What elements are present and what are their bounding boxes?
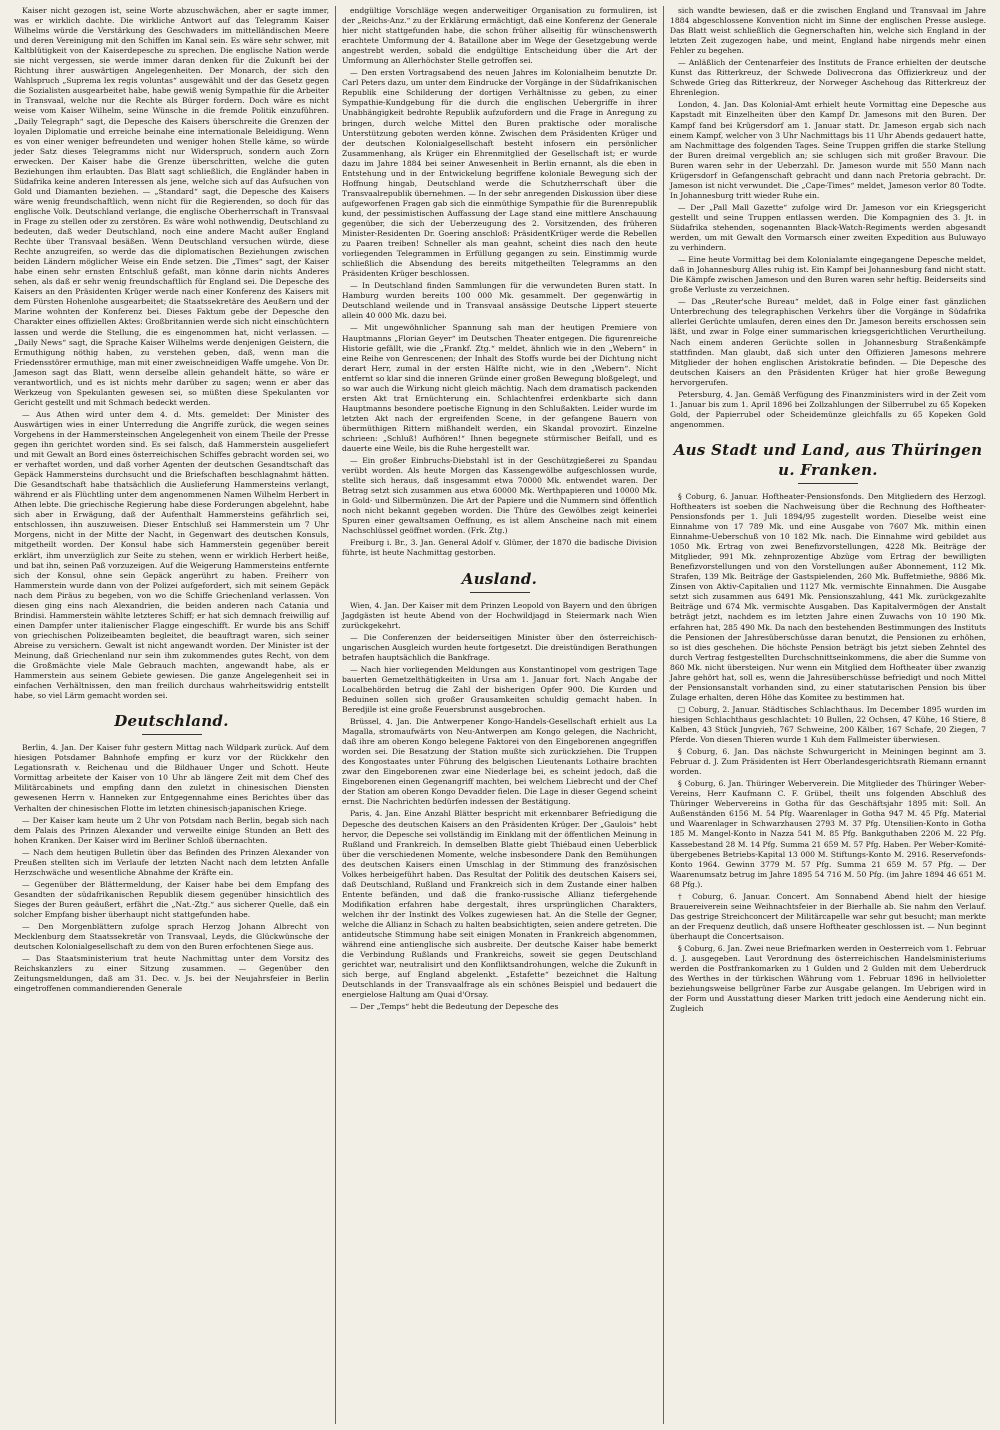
section-heading: Aus Stadt und Land, aus Thüringen u. Franken. bbox=[670, 440, 986, 484]
article-paragraph: Wien, 4. Jan. Der Kaiser mit dem Prinzen Leopold von Bayern und den übrigen Jagdgästen ist heute Abend von der Hochwildjagd in Steiermark nach Wien zurückgekehrt. bbox=[342, 600, 657, 630]
article-paragraph: — Der „Pall Mall Gazette“ zufolge wird Dr. Jameson vor ein Kriegsgericht gestellt und seine Truppen entlassen werden. Die Kompagnien des 3. Jt. in Südafrika stehenden, sogenannten Black-Watch-Regiments werden abgesandt werden, um mit Gewalt den Vormarsch einer zweiten Expedition aus Buluwayo zu verhindern. bbox=[670, 202, 986, 253]
article-paragraph: London, 4. Jan. Das Kolonial-Amt erhielt heute Vormittag eine Depesche aus Kapstadt mit Einzelheiten über den Kampf Dr. Jamesons mit den Buren. Der Kampf fand bei Krügersdorf am 1. Januar statt. Dr. Jameson ergab sich nach einem Kampf, welcher von 3 Uhr Nachmittags bis 11 Uhr Abends gedauert hatte, am Nachmittage des folgenden Tages. Seine Truppen griffen die starke Stellung der Buren dreimal vergeblich an; sie schlugen sich mit großer Bravour. Die Buren waren sehr in der Ueberzahl. Dr. Jameson wurde mit 550 Mann nach Krügersdorf in Gefangenschaft gebracht und dann nach Pretoria gebracht. Dr. Jameson ist nicht verwundet. Die „Cape-Times“ meldet, Jameson verlor 80 Todte. In Johannesburg tritt wieder Ruhe ein. bbox=[670, 100, 986, 200]
article-paragraph: — Der „Temps“ hebt die Bedeutung der Depesche des bbox=[350, 1002, 559, 1012]
article-paragraph: Brüssel, 4. Jan. Die Antwerpener Kongo-Handels-Gesellschaft erhielt aus La Magalla, stromaufwärts von Neu-Antwerpen am Kongo gelegen, die Nachricht, daß ihre am oberen Kongo belegene Faktorei von den Eingeborenen angegriffen worden sei. Die Besatzung der Station mußte sich zurückziehen. Die Truppen des Kongostaates unter Führung des belgischen Lieutenants Lothaire brachten zwar den Eingeborenen zwar eine Niederlage bei, es scheint jedoch, daß die Eingeborenen einen Gegenangriff machten, bei welchem Liebrecht und der Chef der Station am oberen Kongo Devadder fielen. Die Lage in dieser Gegend scheint ernst. Die Nachrichten bedürfen indessen der Bestätigung. bbox=[342, 717, 657, 807]
article-paragraph: — Mit ungewöhnlicher Spannung sah man der heutigen Premiere von Hauptmanns „Florian Geyer“ im Deutschen Theater entgegen. Die figurenreiche Historie gefällt, wie die „Frankf. Ztg.“ meldet, ähnlich wie in den „Webern“ in eine Reihe von Genrescenen; der Inhalt des Stoffs wurde bei der Dichtung nicht derart Herr, zumal in der ersten Hälfte nicht, wie in den „Webern“. Nicht entfernt so klar sind die inneren Gründe einer großen Bewegung bloßgelegt, und so war auch die Wirkung nicht gleich mächtig. Nach dem dramatisch packenden ersten Akt trat Ernüchterung ein. Schlachtenfrei erdenkbarte sich dann Hauptmanns besondere poetische Eignung in den Schlußakten. Leider wurde im letzten Akt nach der ergreifenden Scene, in der gefangene Bauern von übermüthigen Rittern mißhandelt werden, ein Skandal provozirt. Einzelne schrieen: „Schluß! Aufhören!“ Ihnen begegnete stürmischer Beifall, und es dauerte eine Weile, bis die Ruhe hergestellt war. bbox=[342, 323, 657, 454]
column-right bbox=[664, 6, 992, 1424]
column-left bbox=[8, 6, 336, 1424]
article-paragraph: □ Coburg, 2. Januar. Städtisches Schlachthaus. Im December 1895 wurden im hiesigen Schlachthaus geschlachtet: 10 Bullen, 22 Ochsen, 47 Kühe, 16 Stiere, 8 Kalben, 43 Stück Jungvieh, 767 Schweine, 200 Kälber, 167 Schafe, 20 Ziegen, 7 Pferde. Von diesen Thieren wurde 1 Kuh dem Fallmeister überwiesen. bbox=[670, 704, 986, 745]
article-paragraph: — Den Morgenblättern zufolge sprach Herzog Johann Albrecht von Mecklenburg dem Staatssekretär von Transvaal, Leyds, die Glückwünsche der deutschen Kolonialgesellschaft zu dem von den Buren erfochtenen Siege aus. bbox=[14, 922, 329, 952]
article-paragraph: — Gegenüber der Blättermeldung, der Kaiser habe bei dem Empfang des Gesandten der südafrikanischen Republik diesem gegenüber hinsichtlich des Sieges der Buren geäußert, erfährt die „Nat.-Ztg.“ aus sicherer Quelle, daß ein solcher Empfang bisher überhaupt nicht stattgefunden habe. bbox=[14, 879, 329, 919]
article-paragraph: — Die Conferenzen der beiderseitigen Minister über den österreichisch-ungarischen Ausgleich wurden heute fortgesetzt. Die dreistündigen Berathungen betrafen hauptsächlich die Bankfrage. bbox=[342, 632, 657, 662]
article-paragraph: † Coburg, 6. Januar. Concert. Am Sonnabend Abend hielt der hiesige Brauereiverein seine Weihnachtsfeier in der Bierhalle ab. Sie nahm den Verlauf. Das gestrige Streichconcert der Militärcapelle war sehr gut besucht; man merkte an der Frequenz deutlich, daß unsere Hoftheater geschlossen ist. — Nun beginnt überhaupt die Concertsaison. bbox=[670, 891, 986, 941]
article-paragraph: — Ein großer Einbruchs-Diebstahl ist in der Geschützgießerei zu Spandau verübt worden. Als heute Morgen das Kassengewölbe aufgeschlossen wurde, stellte sich heraus, daß insgesammt etwa 70000 Mk. entwendet waren. Der Betrag setzt sich zusammen aus etwa 60000 Mk. Werthpapieren und 10000 Mk. in Gold- und Silbermünzen. Die Art der Papiere und die Nummern sind öffentlich noch nicht bekannt gegeben worden. Die Thüre des Gewölbes zeigt keinerlei Spuren einer gewaltsamen Oeffnung, es ist allem Anscheine nach mit einem Nachschlüssel geöffnet worden. (Frk. Ztg.) bbox=[342, 456, 657, 536]
section-heading: Ausland. bbox=[342, 569, 657, 593]
article-paragraph: § Coburg, 6. Jan. Das nächste Schwurgericht in Meiningen beginnt am 3. Februar d. J. Zum Präsidenten ist Herr Oberlandesgerichtsrath Riemann ernannt worden. bbox=[670, 747, 986, 777]
article-paragraph: Freiburg i. Br., 3. Jan. General Adolf v. Glümer, der 1870 die badische Division führte, ist heute Nachmittag gestorben. bbox=[342, 538, 657, 558]
article-paragraph: Kaiser nicht gezogen ist, seine Worte abzuschwächen, aber er sagte immer, was er wirklich dachte. Die wirkliche Antwort auf das Telegramm Kaiser Wilhelms würde die Verstärkung des Geschwaders im mittelländischen Meere und deren Vereinigung mit den Schiffen im Kanal sein. Es wäre sehr schwer, mit Kaltblütigkeit von der Kaiserdepesche zu sprechen. Die englische Nation werde sie nicht vergessen, sie werde immer daran denken für die Zukunft bei der Richtung ihrer auswärtigen Angelegenheiten. Der Monarch, der sich den Wahlspruch „Suprema lex regis voluntas“ ausgewählt und der das Gesetz gegen die Sozialisten ausgearbeitet habe, habe gewiß wenig Sympathie für die Arbeiter in Transvaal, welche nur die Rechte als Bürger fordern. Doch wäre es nicht weise vom Kaiser Wilhelm, seine Wünsche in die fremde Politik einzuführen. „Daily Telegraph“ sagt, die Depesche des Kaisers überschreite die Grenzen der loyalen Diplomatie und erreiche beinahe eine internationale Beleidigung. Wenn es von einer weniger befreundeten und weniger hohen Stelle käme, so würde jeder Satz dieses Telegramms nicht nur Widerspruch, sondern auch Zorn erwecken. Der Kaiser habe die Grenze überschritten, welche die guten Beziehungen ihm erlaubten. Das Blatt sagt schließlich, die Engländer haben in Südafrika keine anderen Interessen als jene, welche sich auf das Aufsuchen von Gold und Diamanten beziehen. — „Standard“ sagt, die Depesche des Kaisers wäre wenig freundschaftlich, wenn nicht für die Regierenden, so doch für das englische Volk. Deutschland verlange, die englische Oberherrschaft in Transvaal in Frage zu stellen oder zu zerstören. Es wäre wohl nothwendig, Deutschland zu bedeuten, daß weder Deutschland, noch eine andere Macht außer England Rechte über Transvaal besäßen. Wenn Deutschland versuchen würde, diese Rechte anzugreifen, so werde das die diplomatischen Beziehungen zwischen beiden Ländern möglicher Weise ein Ende setzen. Die „Times“ sagt, der Kaiser habe einen sehr ernsten Entschluß gefaßt, man könne darin nichts Anderes sehen, als daß er sehr wenig freundschaftlich für England sei. Die Depesche des Kaisers an den Präsidenten Krüger werde nach einer Konferenz des Kaisers mit dem Fürsten Hohenlohe ausgearbeitet; die Staatssekretäre des Aeußern und der Marine wohnten der Konferenz bei. Dieses Faktum gebe der Depesche den Charakter eines offiziellen Aktes: Großbritannien werde sich nicht einschüchtern lassen und werde die Stellung, die es eingenommen hat, nicht verlassen. — „Daily News“ sagt, die Sprache Kaiser Wilhelms werde denjenigen Geistern, die Ermuthigung nöthig haben, zu verstehen geben, daß, wenn man die Friedensstörer ermuthige, man mit einer zweischneidigen Waffe umgehe. Von Dr. Jameson sagt das Blatt, wenn derselbe allein gehandelt hätte, so wäre er verantwortlich, und es ist nichts mehr darüber zu sagen; wenn er aber das Werkzeug von Spekulanten gewesen sei, so müßten diese Spekulanten vor Gericht gestellt und mit Schmach bedeckt werden. bbox=[14, 6, 329, 407]
article-paragraph: Paris, 4. Jan. Eine Anzahl Blätter bespricht mit erkennbarer Befriedigung die Depesche des deutschen Kaisers an den Präsidenten Krüger. Der „Gaulois“ hebt hervor, die Depesche sei vollständig im Einklang mit der öffentlichen Meinung in Rußland und Frankreich. In demselben Blatte giebt Thiébaud einen Ueberblick über die verschiedenen Momente, welche insbesondere Dank den Bemühungen des deutschen Kaisers einen Umschlag in der Stimmung des französischen Volkes herbeigeführt haben. Das Resultat der Politik des deutschen Kaisers sei, daß Deutschland, Rußland und Frankreich sich in dem Zustande einer halben Entente befänden, und daß die franko-russische Allianz tiefergehende Modifikation erfahren habe dergestalt, ihres ursprünglichen Charakters, welchen ihr der Instinkt des Volkes zugewiesen hat. An die Stelle der Gegner, welche die Allianz in Schach zu halten beabsichtigten, seien andere getreten. Die antideutsche Stimmung habe seit einigen Monaten in Frankreich abgenommen, während eine antienglische sich ausbreite. Der deutsche Kaiser habe bemerkt die Verbindung Rußlands und Frankreichs, soweit sie gegen Deutschland gerichtet war, neutralisirt und den Konfliktsandrohungen, welche die Zukunft in sich berge, auf England abgelenkt. „Estafette“ bezeichnet die Haltung Deutschlands in der Transvaalfrage als ein schönes Beispiel und bedauert die energielose Haltung am Quai d'Orsay. bbox=[342, 809, 657, 1000]
article-paragraph: — Eine heute Vormittag bei dem Kolonialamte eingegangene Depesche meldet, daß in Johannesburg Alles ruhig ist. Ein Kampf bei Johannesburg fand nicht statt. Die Kämpfe zwischen Jameson und den Buren waren sehr heftig. Beiderseits sind große Verluste zu verzeichnen. bbox=[670, 255, 986, 295]
article-paragraph: — Nach hier vorliegenden Meldungen aus Konstantinopel vom gestrigen Tage bauerten Gemetzelthätigkeiten in Ursa am 1. Januar fort. Nach Angabe der Localbehörden betrug die Zahl der bisherigen Opfer 900. Die Kurden und Beduinen sollen sich großer Grausamkeiten schuldig gemacht haben. In Beredjile ist eine große Feuersbrunst ausgebrochen. bbox=[342, 664, 657, 714]
article-paragraph: § Coburg, 6. Januar. Hoftheater-Pensionsfonds. Den Mitgliedern des Herzogl. Hoftheaters ist soeben die Nachweisung über die Rechnung des Hoftheater-Pensionsfonds per 1. Juli 1894/95 zugestellt worden. Dieselbe weist eine Einnahme von 17 789 Mk. und eine Ausgabe von 7607 Mk. mithin einen Einnahme-Ueberschuß von 10 182 Mk. nach. Die Einnahme wird gebildet aus 1050 Mk. Ertrag von zwei Benefizvorstellungen, 4228 Mk. Beiträge der Mitglieder, 991 Mk. zehnprozentige Abzüge vom Ertrag der bewilligten Benefizvorstellungen und von den Vorstellungen außer Abonnement, 112 Mk. Strafen, 139 Mk. Beiträge der Gastspielenden, 260 Mk. Buffetmiethe, 9886 Mk. Zinsen von Aktiv-Capitalien und 1127 Mk. vermischte Einnahmen. Die Ausgabe setzt sich zusammen aus 6491 Mk. Pensionszahlung, 441 Mk. zurückgezahlte Beiträge und 674 Mk. vermischte Ausgaben. Das Kapitalvermögen der Anstalt beträgt jetzt, nachdem es im letzten Jahre einen Zuwachs von 10 190 Mk. erfahren hat, 285 490 Mk. Da nach den bestehenden Bestimmungen des Instituts die Pensionen der Jahresüberschüsse daran benutzt, die Pensionen zu erhöhen, so ist dies geschehen. Die höchste Pension beträgt bis jetzt sieben Zehntel des durch Vertrag festgestellten Durchschnittseinkommens, die aber die Summe von 860 Mk. nicht übersteigen. Nur wenn ein Mitglied dem Hoftheater über zwanzig Jahre gehört hat, soll es, wenn die Jahresüberschüsse befriedigt und noch Mittel der Pensionsanstalt vorhanden sind, zu einer statutarischen Pension bis über Zulage erhalten, deren Höhe das Komitee zu bestimmen hat. bbox=[670, 491, 986, 702]
article-paragraph: — Den ersten Vortragsabend des neuen Jahres im Kolonialheim benutzte Dr. Carl Peters dazu, um unter dem Eindrucke der Vorgänge in der Südafrikanischen Republik eine Schilderung der dortigen Verhältnisse zu geben, zu einer Sympathie-Kundgebung für die durch die englischen Uebergriffe in ihrer Unabhängigkeit bedrohte Republik aufzufordern und die Frage in Anregung zu bringen, durch welche Mittel den Buren praktische oder moralische Unterstützung geboten werden könne. Zwischen dem Präsidenten Krüger und der deutschen Kolonialgesellschaft besteht infosern ein persönlicher Zusammenhang, als Krüger ein Ehrenmitglied der Gesellschaft ist; er wurde dazu im Jahre 1884 bei seiner Anwesenheit in Berlin ernannt, als die eben in Entstehung und in der Entwickelung begriffene koloniale Bewegung sich der Hoffnung hingab, Deutschland werde die Schutzherrschaft über die Transvaalrepublik übernehmen. — In der sehr anregenden Diskussion über diese aufgeworfenen Fragen gab sich die einmüthige Sympathie für die Burenrepublik kund, der pessimistischen Auffassung der Lage stand eine mittlere Anschauung gegenüber, die sich der Ueberzeugung des 2. Vorsitzenden, des früheren Minister-Residenten Dr. Goering anschloß: PräsidentKrüger werde die Rebellen zu Paaren treiben! Schneller als man geahnt, scheint dies nach den heute vorliegenden Telegrammen in Erfüllung gegangen zu sein. Einstimmig wurde schließlich die Absendung des bereits mitgetheilten Telegramms an den Präsidenten Krüger beschlossen. bbox=[342, 68, 657, 279]
article-paragraph: § Coburg, 6. Jan. Thüringer Weberverein. Die Mitglieder des Thüringer Weber-Vereins, Herr Kaufmann C. F. Grübel, theilt uns folgenden Abschluß des Thüringer Webervereins in Gotha für das Geschäftsjahr 1895 mit: Soll. An Außenständen 6156 M. 54 Pfg. Waarenlager in Gotha 947 M. 45 Pfg. Material und Waarenlager in Schwarzhausen 2793 M. 37 Pfg. Utensilien-Konto in Gotha 185 M. Mangel-Konto in Nazza 541 M. 85 Pfg. Bankguthaben 2206 M. 22 Pfg. Kassebestand 28 M. 14 Pfg. Summa 21 659 M. 57 Pfg. Haben. Per Weber-Komité-übergebenes Betriebs-Kapital 13 000 M. Stiftungs-Konto M. 2916. Reservefonds-Konto 1964. Gewinn 3779 M. 57 Pfg. Summa 21 659 M. 57 Pfg. — Der Waarenumsatz betrug im Jahre 1895 54 716 M. 50 Pfg. (im Jahre 1894 46 651 M. 68 Pfg.). bbox=[670, 779, 986, 889]
article-paragraph: endgültige Vorschläge wegen anderweitiger Organisation zu formuliren, ist der „Reichs-Anz.“ zu der Erklärung ermächtigt, daß eine Konferenz der Generale hier nicht stattgefunden habe, die schon früher allseitig für wünschenswerth erachtete Umformung der 4. Bataillone aber im Wege der Gesetzgebung werde angestrebt werden, sobald die endgültige Entscheidung über die Art der Umformung an Allerhöchster Stelle getroffen sei. bbox=[342, 6, 657, 66]
article-paragraph: — Anläßlich der Centenarfeier des Instituts de France erhielten der deutsche Kunst das Ritterkreuz, der Schwede Dolivecrona das Offizierkreuz und der Schwede Grieg das Ritterkreuz, der Norweger Aschehoug das Ritterkreuz der Ehrenlegion. bbox=[670, 58, 986, 98]
article-paragraph: sich wandte bewiesen, daß er die zwischen England und Transvaal im Jahre 1884 abgeschlossene Konvention nicht im Sinne der englischen Presse auslege. Das Blatt weist schließlich die Gegnerschaften hin, welche sich England in der letzten Zeit zugezogen habe, und meint, England habe nirgends mehr einen Fehler zu begehen. bbox=[670, 6, 986, 56]
article-paragraph: — In Deutschland finden Sammlungen für die verwundeten Buren statt. In Hamburg wurden bereits 100 000 Mk. gesammelt. Der gegenwärtig in Deutschland weilende und in Transvaal ansässige Deutsche Lippert steuerte allein 40 000 Mk. dazu bei. bbox=[342, 281, 657, 321]
article-paragraph: Berlin, 4. Jan. Der Kaiser fuhr gestern Mittag nach Wildpark zurück. Auf dem hiesigen Potsdamer Bahnhofe empfing er kurz vor der Rückkehr den Legationsrath v. Reichenau und die Bildhauer Unger und Schott. Heute Vormittag arbeitete der Kaiser von 10 Uhr ab längere Zeit mit dem Chef des Militärcabinets und empfing dann den zuletzt in chinesischen Diensten gewesenen Herrn v. Hanneken zur Entgegennahme eines Berichtes über das Verhalten der chinesischen Flotte im letzten chinesisch-japanischen Kriege. bbox=[14, 743, 329, 813]
article-paragraph: — Das „Reuter'sche Bureau“ meldet, daß in Folge einer fast gänzlichen Unterbrechung des telegraphischen Verkehrs über die Vorgänge in Südafrika allerlei Gerüchte umlaufen, deren eines den Dr. Jameson bereits erschossen sein läßt, und zwar in Folge einer summarischen kriegsgerichtlichen Verurtheilung. Nach einem anderen Gerüchte sollen in Johannesburg Straßenkämpfe stattfinden. Man glaubt, daß sich unter den Offizieren Jamesons mehrere Mitglieder der hohen englischen Aristokratie befinden. — Die Depesche des deutschen Kaisers an den Präsidenten Krüger hat hier große Bewegung hervorgerufen. bbox=[670, 297, 986, 387]
article-paragraph: — Aus Athen wird unter dem 4. d. Mts. gemeldet: Der Minister des Auswärtigen wies in einer Unterredung die Angriffe zurück, die wegen seines Vorgehens in der Hammersteinschen Angelegenheit von einem Theile der Presse gegen ihn gerichtet worden sind. Es sei falsch, daß Hammerstein ausgeliefert und mit Gewalt an Bord eines österreichischen Schiffes gebracht worden sei, wo er verhaftet worden, und daß vorher Agenten der deutschen Gesandtschaft das Gepäck Hammersteins durchsucht und die Briefschaften beschlagnahmt hätten. Die Gesandtschaft habe thatsächlich die Auslieferung Hammersteins verlangt, während er als Flüchtling unter dem angenommenen Namen Wilhelm Herbert in Athen lebte. Die griechische Regierung habe diese Forderungen abgelehnt, habe sich aber in Erwägung, daß der Aufenthalt Hammersteins gefährlich sei, entschlossen, ihn auszuweisen. Dieser Entschluß sei Hammerstein um 7 Uhr Morgens, nicht in der Mitte der Nacht, in Gegenwart des deutschen Konsuls, mitgetheilt worden. Der Konsul habe sich Hammerstein gegenüber bereit erklärt, ihm unverzüglich zur Seite zu stehen, wenn er wirklich Herbert heiße, und bat ihn, seinen Paß vorzuzeigen. Auf die Weigerung Hammersteins entfernte sich der Konsul, ohne sein Gepäck angerührt zu haben. Freiherr von Hammerstein wurde dann von der Polizei aufgefordert, sich mit seinem Gepäck nach dem Piräus zu begeben, von wo die Schiffe Griechenland verlassen. Von diesen ging eins nach Alexandrien, die beiden anderen nach Catania und Brindisi. Hammerstein wählte letzteres Schiff; er hat sich demnach freiwillig auf einen Dampfer unter italienischer Flagge eingeschifft. Er wurde bis ans Schiff von griechischen Polizeibeamten begleitet, die beauftragt waren, sich seiner Abreise zu versichern. Gewalt ist nicht angewandt worden. Der Minister ist der Meinung, daß Griechenland nur sein ihm zukommendes gutes Recht, von dem die Großmächte viele Male Gebrauch machten, angewandt habe, als er Hammerstein aus seinem Gebiete gewiesen. Die ganze Angelegenheit sei in einfachen Verhältnissen, den man freilich durchaus wahrheitswidrig entstellt habe, so viel Lärm gemacht worden sei. bbox=[14, 409, 329, 701]
article-paragraph: — Nach dem heutigen Bulletin über das Befinden des Prinzen Alexander von Preußen stellten sich im Verlaufe der letzten Nacht nach dem letzten Anfalle Herzschwäche und wesentliche Abnahme der Kräfte ein. bbox=[14, 847, 329, 877]
section-heading: Deutschland. bbox=[14, 711, 329, 735]
article-paragraph: Petersburg, 4. Jan. Gemäß Verfügung des Finanzministers wird in der Zeit vom 1. Januar bis zum 1. April 1896 bei Zollzahlungen der Silberrubel zu 65 Kopeken Gold, der Papierrubel oder Scheidemünze gleichfalls zu 65 Kopeken Gold angenommen. bbox=[670, 389, 986, 429]
column-middle bbox=[336, 6, 664, 1424]
article-paragraph: — Das Staatsministerium trat heute Nachmittag unter dem Vorsitz des Reichskanzlers zu einer Sitzung zusammen. — Gegenüber den Zeitungsmeldungen, daß am 31. Dec. v. Js. bei der Neujahrsfeier in Berlin eingetroffenen commandierenden Generale bbox=[14, 954, 329, 994]
article-paragraph: § Coburg, 6. Jan. Zwei neue Briefmarken werden in Oesterreich vom 1. Februar d. J. ausgegeben. Laut Verordnung des österreichischen Handelsministeriums werden die Postfrankomarken zu 1 Gulden und 2 Gulden mit dem Ueberdruck des Werthes in der türkischen Währung vom 1. Februar 1896 in hellvioletter beziehungsweise bellgrüner Farbe zur Ausgabe gelangen. Im Uebrigen wird in der Form und Ausstattung dieser Marken tritt jedoch eine Aenderung nicht ein. Zugleich bbox=[670, 943, 986, 1014]
article-paragraph: — Der Kaiser kam heute um 2 Uhr von Potsdam nach Berlin, begab sich nach dem Palais des Prinzen Alexander und verweilte einige Stunden an Bett des hohen Kranken. Der Kaiser wird im Berliner Schloß übernachten. bbox=[14, 815, 329, 845]
